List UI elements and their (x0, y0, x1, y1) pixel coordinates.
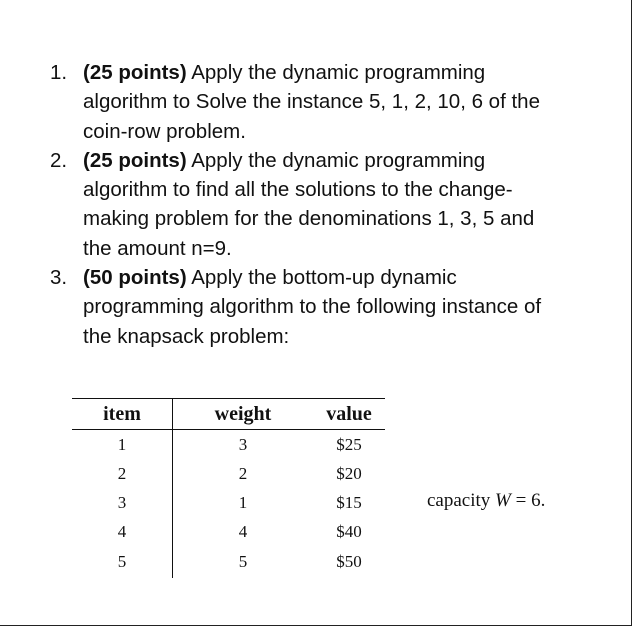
value-cell: $15 (336, 492, 362, 512)
item-cell: 3 (72, 488, 173, 517)
knapsack-table-wrap (72, 398, 385, 578)
weight-cell: 5 (238, 552, 248, 571)
weight-cell: 1 (238, 492, 248, 512)
problem-text-line: Apply the dynamic programming (191, 61, 486, 84)
problem-list (50, 58, 620, 351)
table-row (72, 488, 385, 517)
problem-2 (50, 146, 620, 263)
item-cell: 5 (72, 546, 173, 578)
weight-cell: 4 (238, 521, 248, 541)
problem-text-line: programming algorithm to the following instance of (83, 295, 542, 319)
problem-points: (50 points) (83, 266, 187, 290)
knapsack-table (72, 398, 385, 578)
problem-number: 1. (50, 61, 68, 84)
table-row (72, 459, 385, 488)
capacity-value: = 6. (510, 490, 546, 511)
problem-text-line: algorithm to Solve the instance 5, 1, 2, 10, 6 of the (83, 90, 540, 114)
item-cell: 2 (72, 459, 173, 488)
table-row (72, 546, 385, 578)
value-cell: $50 (336, 552, 362, 571)
problem-1 (50, 58, 620, 146)
problem-number: 3. (50, 266, 68, 290)
item-cell: 4 (72, 517, 173, 546)
value-cell: $25 (336, 434, 362, 454)
capacity-label: capacity (427, 490, 496, 511)
header-value: value (313, 399, 385, 430)
value-cell: $20 (336, 463, 362, 483)
problem-text-line: coin-row problem. (83, 119, 246, 143)
table-row (72, 430, 385, 460)
problem-3 (50, 263, 620, 351)
weight-cell: 2 (238, 463, 248, 483)
header-weight: weight (173, 399, 314, 430)
table-header-row (72, 399, 385, 430)
item-cell: 1 (72, 430, 173, 460)
value-cell: $40 (336, 521, 362, 541)
problem-text-line: the knapsack problem: (83, 324, 290, 348)
problem-text-line: Apply the bottom-up dynamic (191, 266, 457, 290)
problem-points: (25 points) (83, 148, 187, 172)
capacity-symbol: W (495, 490, 511, 511)
capacity-note (427, 490, 545, 512)
weight-cell: 3 (238, 434, 248, 454)
problem-number: 2. (50, 148, 68, 172)
table-row (72, 517, 385, 546)
problem-points: (25 points) (83, 61, 187, 84)
problem-text-line: algorithm to find all the solutions to the change- (83, 178, 513, 202)
problem-text-line: Apply the dynamic programming (191, 148, 486, 172)
problem-text-line: making problem for the denominations 1, 3, 5 and (83, 207, 535, 231)
problem-text-line: the amount n=9. (83, 236, 232, 260)
header-item: item (72, 399, 173, 430)
